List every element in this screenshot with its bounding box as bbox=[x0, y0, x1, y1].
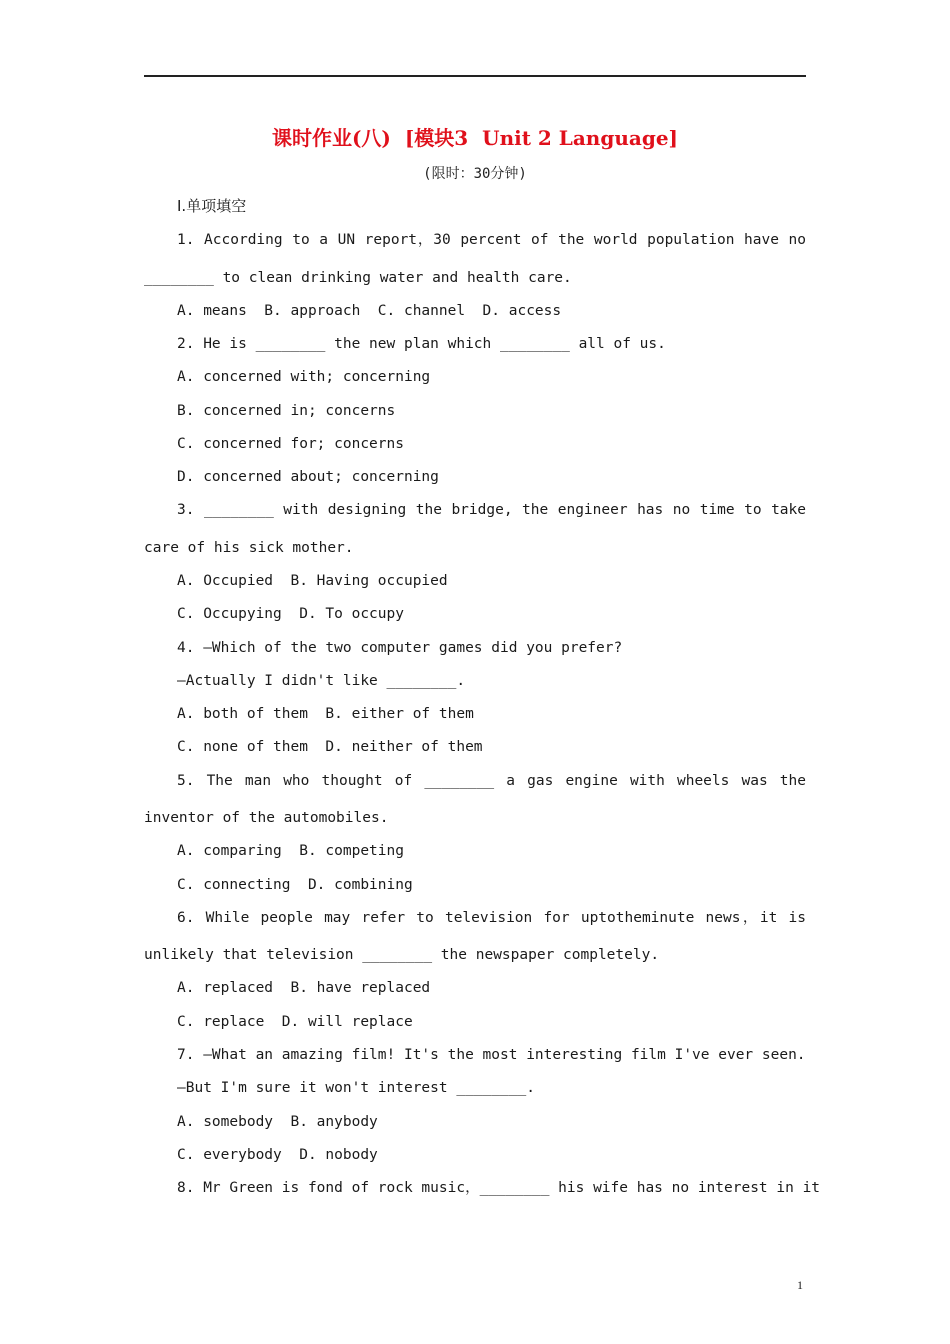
question-1-text-cont: ________ to clean drinking water and health care. bbox=[144, 270, 572, 286]
question-4-text: 4. —Which of the two computer games did you prefer? bbox=[177, 640, 623, 656]
question-7-options-cd: C. everybody D. nobody bbox=[177, 1147, 378, 1163]
question-1-text: 1. According to a UN report，30 percent of the world population have no bbox=[177, 232, 806, 248]
question-6-text-cont: unlikely that television ________ the newspaper completely. bbox=[144, 947, 660, 963]
question-7-reply: —But I'm sure it won't interest ________. bbox=[177, 1080, 535, 1096]
question-5-text-cont: inventor of the automobiles. bbox=[144, 810, 389, 826]
question-6-text: 6. While people may refer to television for uptotheminute news，it is bbox=[177, 910, 806, 926]
question-1-options: A. means B. approach C. channel D. access bbox=[177, 303, 562, 319]
question-2-option-b: B. concerned in; concerns bbox=[177, 403, 396, 419]
question-6-options-ab: A. replaced B. have replaced bbox=[177, 980, 431, 996]
question-3-options-cd: C. Occupying D. To occupy bbox=[177, 606, 404, 622]
question-2-option-a: A. concerned with; concerning bbox=[177, 369, 431, 385]
question-2-option-d: D. concerned about; concerning bbox=[177, 469, 439, 485]
question-8-text: 8. Mr Green is fond of rock music，________ his wife has no interest in it bbox=[177, 1180, 821, 1196]
section-heading: Ⅰ.单项填空 bbox=[177, 197, 247, 215]
question-4-reply: —Actually I didn't like ________. bbox=[177, 673, 466, 689]
question-3-options-ab: A. Occupied B. Having occupied bbox=[177, 573, 448, 589]
question-3-text: 3. ________ with designing the bridge, the engineer has no time to take bbox=[177, 502, 806, 518]
question-5-options-ab: A. comparing B. competing bbox=[177, 843, 404, 859]
question-2-text: 2. He is ________ the new plan which ________ all of us. bbox=[177, 336, 666, 352]
question-5-options-cd: C. connecting D. combining bbox=[177, 877, 413, 893]
question-7-text: 7. —What an amazing film! It's the most interesting film I've ever seen. bbox=[177, 1047, 806, 1063]
page-number: 1 bbox=[797, 1278, 803, 1292]
question-5-text: 5. The man who thought of ________ a gas engine with wheels was the bbox=[177, 773, 806, 789]
question-7-options-ab: A. somebody B. anybody bbox=[177, 1114, 378, 1130]
question-3-text-cont: care of his sick mother. bbox=[144, 540, 354, 556]
question-4-options-ab: A. both of them B. either of them bbox=[177, 706, 474, 722]
question-2-option-c: C. concerned for; concerns bbox=[177, 436, 404, 452]
question-4-options-cd: C. none of them D. neither of them bbox=[177, 739, 483, 755]
page-title: 课时作业(八) [模块3 Unit 2 Language] bbox=[271, 126, 679, 150]
question-6-options-cd: C. replace D. will replace bbox=[177, 1014, 413, 1030]
header-rule bbox=[144, 75, 806, 77]
time-limit: (限时：30分钟) bbox=[423, 166, 527, 182]
